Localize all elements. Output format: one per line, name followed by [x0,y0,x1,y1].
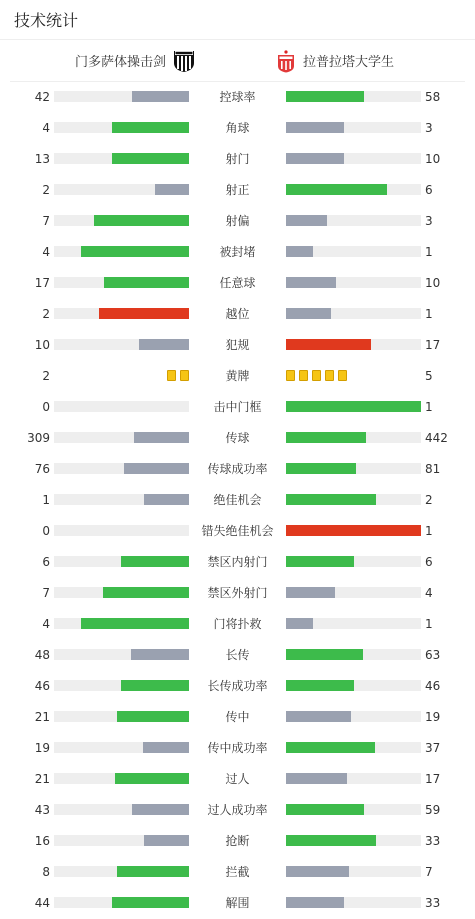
home-value: 8 [42,865,50,879]
stat-label: 门将扑救 [213,617,262,631]
home-value: 16 [34,834,50,848]
home-value: 4 [42,121,50,135]
away-value: 33 [425,834,441,848]
away-bar-fill [286,525,421,536]
home-bar-fill [144,835,189,846]
away-bar-fill [286,122,344,133]
away-bar-fill [286,618,313,629]
away-value: 37 [425,741,441,755]
home-team[interactable] [10,49,240,73]
stat-row [0,206,475,237]
stat-row [0,857,475,888]
home-value: 10 [34,338,50,352]
home-value: 2 [42,307,50,321]
home-bar-fill [99,308,189,319]
home-bar-track [54,680,189,691]
away-team[interactable] [240,49,465,73]
home-bar-track [54,184,189,195]
stat-label: 过人成功率 [207,803,268,817]
away-bar-track [286,742,421,753]
home-bar-track [54,804,189,815]
home-bar-fill [117,711,189,722]
home-bar-fill [112,122,189,133]
home-value: 76 [34,462,50,476]
stat-row [0,764,475,795]
away-team-crest-icon [277,49,295,73]
away-bar-track [286,680,421,691]
stat-row [0,237,475,268]
yellow-card-icon [299,370,308,381]
home-bar-track [54,866,189,877]
home-value: 0 [42,524,50,538]
home-bar-track [54,432,189,443]
away-value: 58 [425,90,441,104]
stat-row [0,578,475,609]
stat-row [0,175,475,206]
away-value: 63 [425,648,441,662]
away-value: 5 [425,369,433,383]
away-value: 7 [425,865,433,879]
stat-row [0,82,475,113]
home-bar-track [54,122,189,133]
stat-row [0,361,475,392]
away-value: 1 [425,307,433,321]
page-title [0,0,475,40]
stat-label: 长传 [225,648,250,662]
away-value: 17 [425,338,441,352]
stat-row [0,299,475,330]
stat-label: 禁区内射门 [207,555,268,569]
stat-row [0,454,475,485]
stat-label: 过人 [225,772,250,786]
away-value: 1 [425,617,433,631]
home-value: 7 [42,586,50,600]
away-team-name: 拉普拉塔大学生 [303,55,395,70]
stat-label: 抢断 [225,834,250,848]
stat-label: 长传成功率 [207,679,268,693]
home-bar-track [54,711,189,722]
stat-row [0,640,475,671]
home-team-name: 门多萨体操击剑 [74,55,166,70]
stat-label: 解围 [225,896,250,910]
away-bar-fill [286,556,354,567]
home-bar-fill [139,339,189,350]
away-value: 81 [425,462,441,476]
away-bar-track [286,122,421,133]
home-value: 17 [34,276,50,290]
away-value: 3 [425,121,433,135]
away-value: 46 [425,679,441,693]
stats-list [0,82,475,919]
home-bar-fill [143,742,189,753]
stat-row [0,547,475,578]
away-bar-track [286,215,421,226]
yellow-card-icon [312,370,321,381]
away-bar-track [286,587,421,598]
stat-row [0,795,475,826]
stat-row [0,423,475,454]
home-bar-track [54,277,189,288]
away-value: 33 [425,896,441,910]
yellow-card-icon [286,370,295,381]
home-bar-track [54,742,189,753]
away-value: 4 [425,586,433,600]
home-bar-track [54,401,189,412]
yellow-card-icon [325,370,334,381]
home-bar-fill [144,494,189,505]
away-value: 442 [425,431,448,445]
home-value: 4 [42,617,50,631]
page-title-text: 技术统计 [14,11,79,30]
home-bar-track [54,463,189,474]
stat-label: 黄牌 [225,369,250,383]
away-bar-fill [286,153,344,164]
teams-header [10,40,465,82]
stat-row [0,702,475,733]
stat-label: 控球率 [219,90,256,104]
home-bar-track [54,153,189,164]
away-value: 6 [425,183,433,197]
home-bar-fill [81,246,189,257]
stat-label: 拦截 [225,865,250,879]
home-value: 42 [34,90,50,104]
stat-label: 击中门框 [213,400,262,414]
away-bar-fill [286,804,364,815]
away-bar-track [286,866,421,877]
yellow-card-icon [338,370,347,381]
home-value: 46 [34,679,50,693]
home-bar-track [54,246,189,257]
stat-label: 角球 [225,121,250,135]
home-value: 4 [42,245,50,259]
stat-row [0,485,475,516]
away-bar-fill [286,742,375,753]
away-bar-track [286,525,421,536]
home-bar-fill [94,215,189,226]
yellow-card-icon [180,370,189,381]
home-bar-track [54,308,189,319]
home-value: 19 [34,741,50,755]
home-bar-track [54,215,189,226]
stat-label: 射正 [225,183,250,197]
home-bar-fill [132,804,189,815]
home-bar-track [54,556,189,567]
away-bar-track [286,773,421,784]
away-bar-fill [286,680,354,691]
stat-row [0,733,475,764]
home-bar-track [54,494,189,505]
home-bar-track [54,525,189,536]
home-value: 2 [42,183,50,197]
away-bar-fill [286,339,371,350]
stat-label: 被封堵 [219,245,256,259]
stat-row [0,268,475,299]
stat-row [0,392,475,423]
away-value: 2 [425,493,433,507]
home-cards [167,370,189,382]
home-value: 7 [42,214,50,228]
away-bar-track [286,711,421,722]
home-bar-fill [115,773,189,784]
away-bar-fill [286,835,376,846]
away-bar-fill [286,587,335,598]
stat-label: 传球成功率 [207,462,268,476]
home-team-crest-icon [172,49,196,73]
away-bar-track [286,184,421,195]
away-bar-track [286,339,421,350]
home-bar-fill [112,153,189,164]
away-bar-track [286,153,421,164]
away-value: 10 [425,276,441,290]
stat-label: 射偏 [225,214,250,228]
home-bar-fill [104,277,189,288]
stat-label: 传球 [225,431,250,445]
away-bar-fill [286,773,347,784]
away-bar-track [286,835,421,846]
home-bar-track [54,773,189,784]
home-bar-fill [103,587,189,598]
away-bar-fill [286,184,387,195]
home-bar-fill [121,556,189,567]
home-bar-fill [155,184,189,195]
away-bar-track [286,804,421,815]
stat-label: 绝佳机会 [213,493,262,507]
away-bar-track [286,401,421,412]
home-bar-track [54,835,189,846]
away-bar-track [286,618,421,629]
stat-row [0,826,475,857]
away-bar-fill [286,463,356,474]
away-value: 10 [425,152,441,166]
stat-label: 传中成功率 [207,741,268,755]
home-value: 13 [34,152,50,166]
home-value: 0 [42,400,50,414]
stat-label: 传中 [225,710,250,724]
away-bar-track [286,494,421,505]
stat-label: 越位 [225,307,250,321]
home-value: 21 [34,772,50,786]
away-cards [286,370,347,382]
stat-row [0,671,475,702]
home-value: 21 [34,710,50,724]
away-value: 3 [425,214,433,228]
away-bar-fill [286,308,331,319]
home-value: 48 [34,648,50,662]
away-bar-fill [286,494,376,505]
home-value: 44 [34,896,50,910]
home-value: 309 [27,431,50,445]
away-value: 6 [425,555,433,569]
away-bar-fill [286,401,421,412]
home-bar-fill [132,91,189,102]
away-value: 59 [425,803,441,817]
home-bar-fill [134,432,189,443]
away-bar-track [286,308,421,319]
stat-label: 禁区外射门 [207,586,268,600]
away-bar-track [286,463,421,474]
home-bar-track [54,587,189,598]
away-bar-track [286,556,421,567]
away-bar-track [286,246,421,257]
away-bar-fill [286,866,349,877]
away-bar-fill [286,91,364,102]
home-bar-fill [117,866,189,877]
away-value: 1 [425,524,433,538]
home-bar-track [54,91,189,102]
home-bar-track [54,897,189,908]
away-bar-fill [286,432,366,443]
away-bar-track [286,649,421,660]
stat-row [0,330,475,361]
home-value: 2 [42,369,50,383]
stat-label: 错失绝佳机会 [201,524,274,538]
home-value: 43 [34,803,50,817]
away-bar-track [286,91,421,102]
home-bar-track [54,649,189,660]
away-value: 19 [425,710,441,724]
yellow-card-icon [167,370,176,381]
home-bar-fill [131,649,189,660]
away-bar-fill [286,277,336,288]
stat-label: 任意球 [219,276,256,290]
away-bar-track [286,277,421,288]
stat-label: 犯规 [225,338,250,352]
home-bar-fill [124,463,189,474]
home-bar-fill [112,897,189,908]
away-bar-track [286,432,421,443]
away-bar-fill [286,897,344,908]
away-bar-fill [286,246,313,257]
stat-row [0,144,475,175]
home-bar-track [54,618,189,629]
stat-row [0,516,475,547]
away-value: 1 [425,245,433,259]
away-bar-fill [286,215,327,226]
home-bar-fill [121,680,189,691]
home-value: 1 [42,493,50,507]
home-bar-fill [81,618,189,629]
away-bar-track [286,897,421,908]
stat-row [0,609,475,640]
stat-row [0,113,475,144]
stat-row [0,888,475,919]
stat-label: 射门 [225,152,250,166]
away-value: 1 [425,400,433,414]
home-value: 6 [42,555,50,569]
away-value: 17 [425,772,441,786]
home-bar-track [54,339,189,350]
away-bar-fill [286,711,351,722]
away-bar-fill [286,649,363,660]
